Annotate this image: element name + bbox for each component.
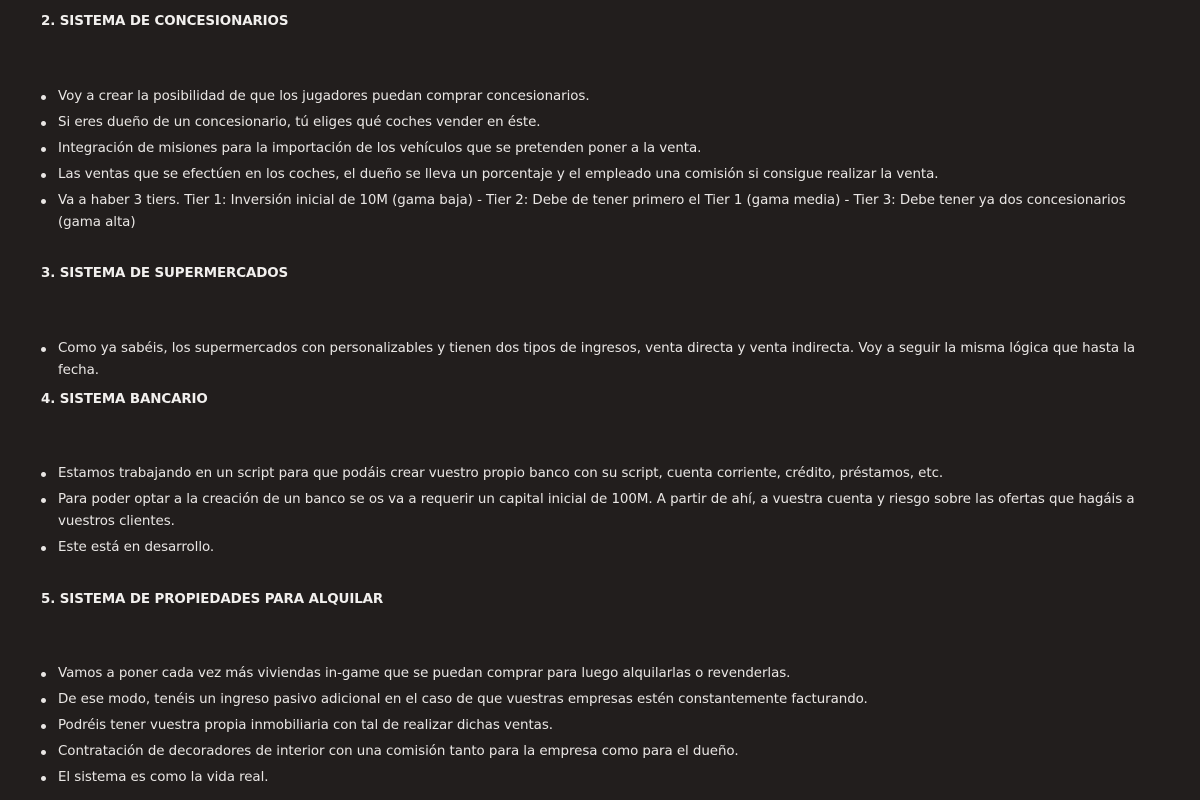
bullet-list [0,463,1160,563]
list-item: Vamos a poner cada vez más viviendas in-game que se puedan comprar para luego alquilarlas o revenderlas. [0,663,1160,685]
bullet-list [0,338,1160,386]
list-item: Estamos trabajando en un script para que podáis crear vuestro propio banco con su script, cuenta corriente, crédito, préstamos, etc. [0,463,1160,485]
list-item: Va a haber 3 tiers. Tier 1: Inversión inicial de 10M (gama baja) - Tier 2: Debe de tener primero el Tier 1 (gama media) - Tier 3: Debe tener ya dos concesionarios (gama alta) [0,190,1160,234]
section-heading: 2. SISTEMA DE CONCESIONARIOS [41,14,289,29]
section-heading: 4. SISTEMA BANCARIO [41,392,208,407]
list-item: Si eres dueño de un concesionario, tú eliges qué coches vender en éste. [0,112,1160,134]
list-item: Las ventas que se efectúen en los coches, el dueño se lleva un porcentaje y el empleado una comisión si consigue realizar la venta. [0,164,1160,186]
list-item: Este está en desarrollo. [0,537,1160,559]
list-item: Contratación de decoradores de interior con una comisión tanto para la empresa como para el dueño. [0,741,1160,763]
list-item: El sistema es como la vida real. [0,767,1160,789]
list-item: Voy a crear la posibilidad de que los jugadores puedan comprar concesionarios. [0,86,1160,108]
bullet-list [0,86,1160,238]
list-item: Para poder optar a la creación de un banco se os va a requerir un capital inicial de 100M. A partir de ahí, a vuestra cuenta y riesgo sobre las ofertas que hagáis a vuestros clientes. [0,489,1160,533]
list-item: Podréis tener vuestra propia inmobiliaria con tal de realizar dichas ventas. [0,715,1160,737]
section-heading: 3. SISTEMA DE SUPERMERCADOS [41,266,289,281]
list-item: Integración de misiones para la importación de los vehículos que se pretenden poner a la venta. [0,138,1160,160]
list-item: De ese modo, tenéis un ingreso pasivo adicional en el caso de que vuestras empresas estén constantemente facturando. [0,689,1160,711]
bullet-list [0,663,1160,793]
section-heading: 5. SISTEMA DE PROPIEDADES PARA ALQUILAR [41,592,384,607]
list-item: Como ya sabéis, los supermercados con personalizables y tienen dos tipos de ingresos, venta directa y venta indirecta. Voy a seguir la misma lógica que hasta la fecha. [0,338,1160,382]
